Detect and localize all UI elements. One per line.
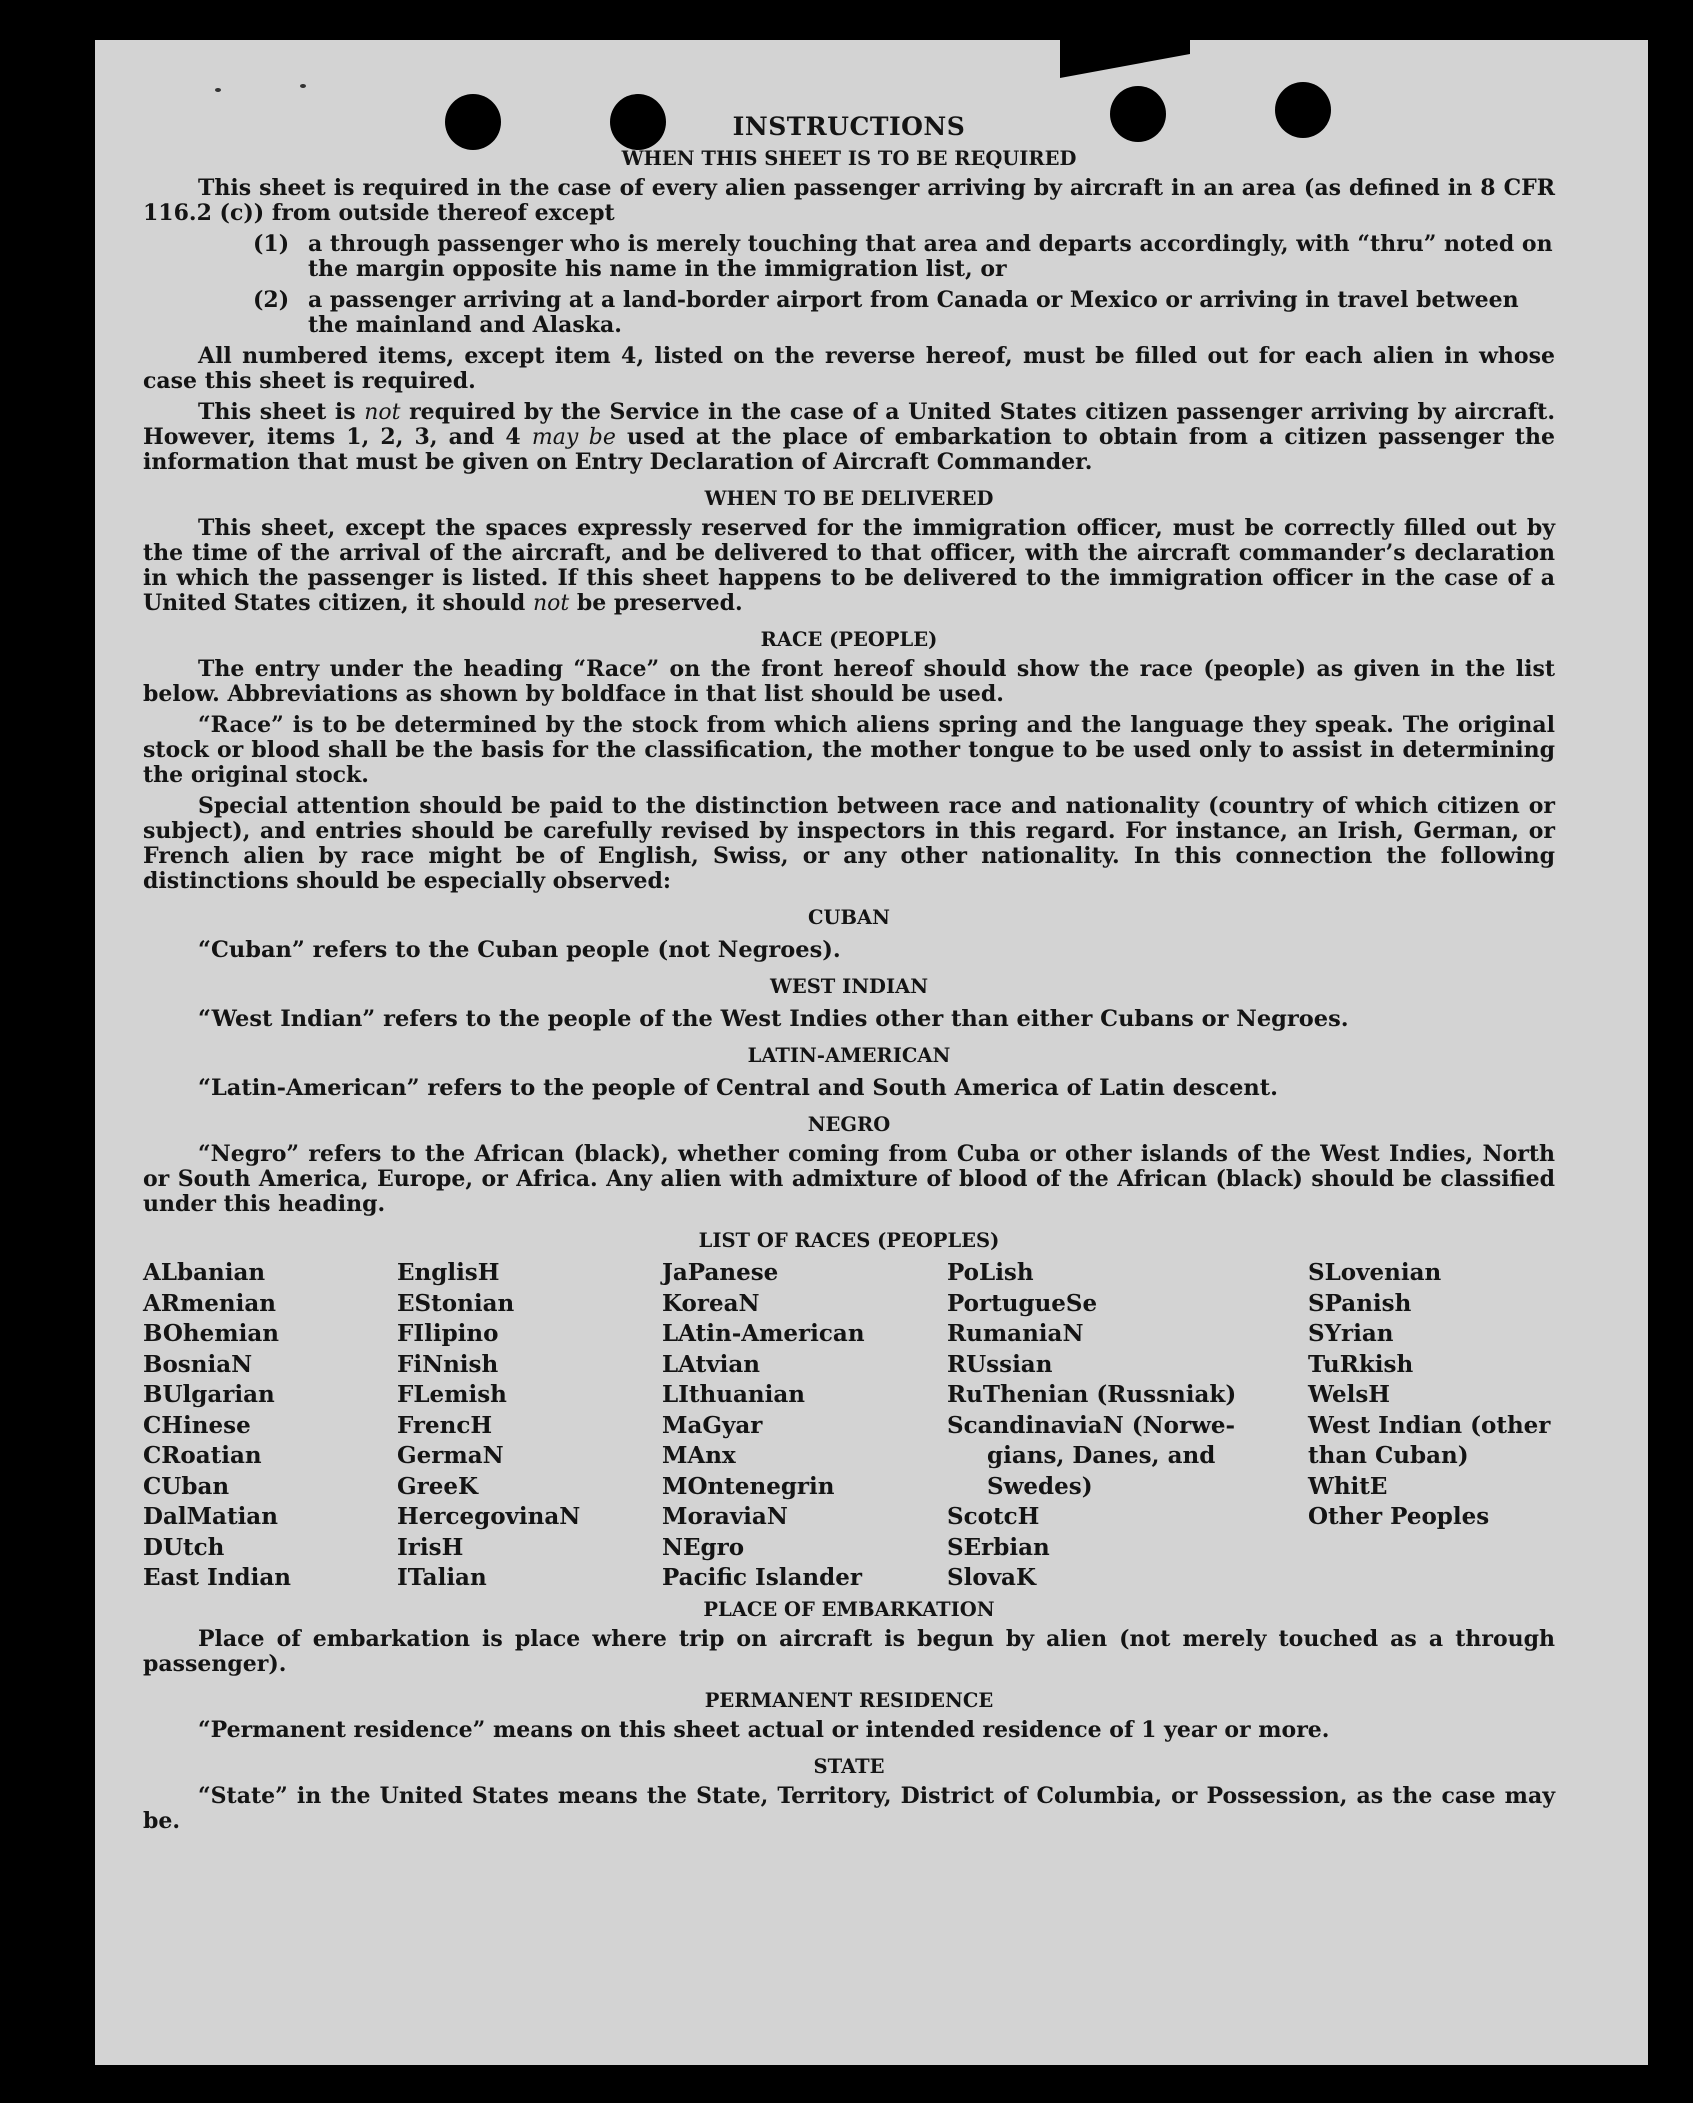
document-sheet [95,40,1648,2065]
race-item: SPanish [1308,1289,1412,1317]
race-item: EnglisH [397,1259,500,1286]
race-item: Pacific Islander [662,1564,862,1591]
race-column [662,1258,947,1594]
paragraph: Special attention should be paid to the distinction between race and nationality (country of which citizen or subject), and entries should be carefully revised by inspectors in this regard. For instance, an Irish, German, or French alien by race might be of English, Swiss, or any other nationality. In this connection the following distinctions should be especially observed: [143,793,1555,894]
race-item: RuThenian (Russniak) [947,1381,1237,1408]
race-item: TuRkish [1308,1350,1414,1378]
race-item: GermaN [397,1442,504,1469]
definition-negro: “Negro” refers to the African (black), whether coming from Cuba or other islands of the West Indies, North or South America, Europe, or Africa. Any alien with admixture of blood of the African (black) should be classified under this heading. [143,1141,1555,1217]
race-item: MOntenegrin [662,1472,835,1500]
race-item: EStonian [397,1289,515,1317]
race-item: BosniaN [143,1350,253,1378]
heading-permanent-residence: PERMANENT RESIDENCE [704,1688,994,1712]
race-column [143,1258,397,1594]
race-column [397,1258,662,1594]
race-item: KoreaN [662,1289,760,1317]
race-item: LIthuanian [662,1381,805,1408]
heading-state: STATE [813,1754,885,1778]
race-item: East Indian [143,1564,291,1591]
paragraph: All numbered items, except item 4, listed on the reverse hereof, must be filled out for each alien in whose case this sheet is required. [143,343,1555,394]
race-item: BOhemian [143,1320,279,1347]
race-item: NEgro [662,1533,745,1561]
heading-race: RACE (PEOPLE) [760,628,938,651]
race-item: HercegovinaN [397,1503,581,1530]
definition-cuban: “Cuban” refers to the Cuban people (not Negroes). [198,937,841,963]
race-item: RUssian [947,1350,1053,1378]
race-item: ScandinaviaN (Norwe- [947,1411,1236,1439]
definition-west-indian: “West Indian” refers to the people of the West Indies other than either Cubans or Negroes. [198,1006,1349,1032]
race-item: BUlgarian [143,1381,275,1408]
race-item: SlovaK [947,1564,1036,1591]
item-number: (2) [253,287,290,313]
race-item: SErbian [947,1533,1050,1561]
race-item: MoraviaN [662,1503,788,1530]
race-item: GreeK [397,1472,479,1500]
heading-west-indian: WEST INDIAN [769,975,929,998]
race-item: ARmenian [143,1289,277,1317]
page-title: INSTRUCTIONS [732,112,966,141]
race-item: IrisH [397,1533,464,1561]
race-item: MAnx [662,1442,736,1469]
race-item: FLemish [397,1381,507,1408]
race-item: WhitE [1308,1472,1388,1500]
race-item: gians, Danes, and [987,1442,1216,1469]
race-item: West Indian (other [1308,1411,1551,1439]
heading-cuban: CUBAN [808,906,890,929]
race-item: Swedes) [987,1472,1093,1500]
race-item: SYrian [1308,1320,1394,1347]
race-item: FIlipino [397,1320,499,1347]
speck [215,88,221,92]
race-item: CUban [143,1472,230,1500]
paragraph: “State” in the United States means the State, Territory, District of Columbia, or Possession, as the case may be. [143,1782,1555,1834]
race-item: FrencH [397,1411,493,1439]
race-item: DalMatian [143,1503,278,1530]
race-item: LAtvian [662,1350,760,1378]
item-text: a through passenger who is merely touching that area and departs accordingly, with “thru” noted on the margin opposite his name in the immigration list, or [308,231,1553,282]
heading-when-required: WHEN THIS SHEET IS TO BE REQUIRED [621,147,1077,170]
race-item: RumaniaN [947,1320,1084,1347]
heading-embarkation: PLACE OF EMBARKATION [703,1597,995,1621]
race-column [1308,1258,1553,1594]
race-item: LAtin-American [662,1320,865,1347]
heading-negro: NEGRO [807,1113,891,1136]
race-item: FiNnish [397,1350,499,1378]
heading-latin-american: LATIN-AMERICAN [747,1044,951,1067]
race-item: JaPanese [662,1259,779,1286]
heading-when-delivered: WHEN TO BE DELIVERED [704,487,994,510]
paragraph: This sheet is not required by the Service in the case of a United States citizen passenger arriving by aircraft. However, items 1, 2, 3, and 4 may be used at the place of embarkation to obtain from a citizen passenger the information that must be given on Entry Declaration of Aircraft Commander. [143,399,1555,475]
race-item: PoLish [947,1259,1034,1286]
race-item: ALbanian [143,1259,266,1286]
race-item: Other Peoples [1308,1503,1490,1530]
item-number: (1) [253,231,290,257]
torn-corner [1060,38,1190,78]
numbered-item [253,288,1555,338]
paragraph: This sheet, except the spaces expressly reserved for the immigration officer, must be correctly filled out by the time of the arrival of the aircraft, and be delivered to that officer, with the aircraft commander’s declaration in which the passenger is listed. If this sheet happens to be delivered to the immigration officer in the case of a United States citizen, it should not be preserved. [143,515,1555,616]
race-item: MaGyar [662,1411,763,1439]
paragraph: “Race” is to be determined by the stock from which aliens spring and the language they speak. The original stock or blood shall be the basis for the classification, the mother tongue to be used only to assist in determining the original stock. [143,712,1555,788]
instructions-content [143,112,1555,1840]
heading-list-of-races: LIST OF RACES (PEOPLES) [698,1229,1000,1252]
race-item: SLovenian [1308,1259,1442,1286]
race-item: WelsH [1308,1381,1391,1408]
race-item: ScotcH [947,1503,1040,1530]
race-item: PortugueSe [947,1289,1098,1317]
numbered-item [253,232,1555,282]
race-item: than Cuban) [1308,1442,1469,1469]
race-column [947,1258,1308,1594]
race-item: DUtch [143,1533,225,1561]
speck [300,84,306,88]
race-item: CHinese [143,1411,251,1439]
race-list [143,1258,1555,1594]
paragraph: This sheet is required in the case of every alien passenger arriving by aircraft in an area (as defined in 8 CFR 116.2 (c)) from outside thereof except [143,175,1555,226]
race-item: ITalian [397,1564,487,1591]
definition-latin-american: “Latin-American” refers to the people of Central and South America of Latin descent. [198,1075,1278,1101]
race-item: CRoatian [143,1442,262,1469]
paragraph: “Permanent residence” means on this sheet actual or intended residence of 1 year or more. [198,1716,1330,1743]
paragraph: Place of embarkation is place where trip on aircraft is begun by alien (not merely touched as a through passenger). [143,1625,1555,1677]
paragraph: The entry under the heading “Race” on the front hereof should show the race (people) as given in the list below. Abbreviations as shown by boldface in that list should be used. [143,656,1555,707]
item-text: a passenger arriving at a land-border airport from Canada or Mexico or arriving in travel between the mainland and Alaska. [308,287,1519,338]
